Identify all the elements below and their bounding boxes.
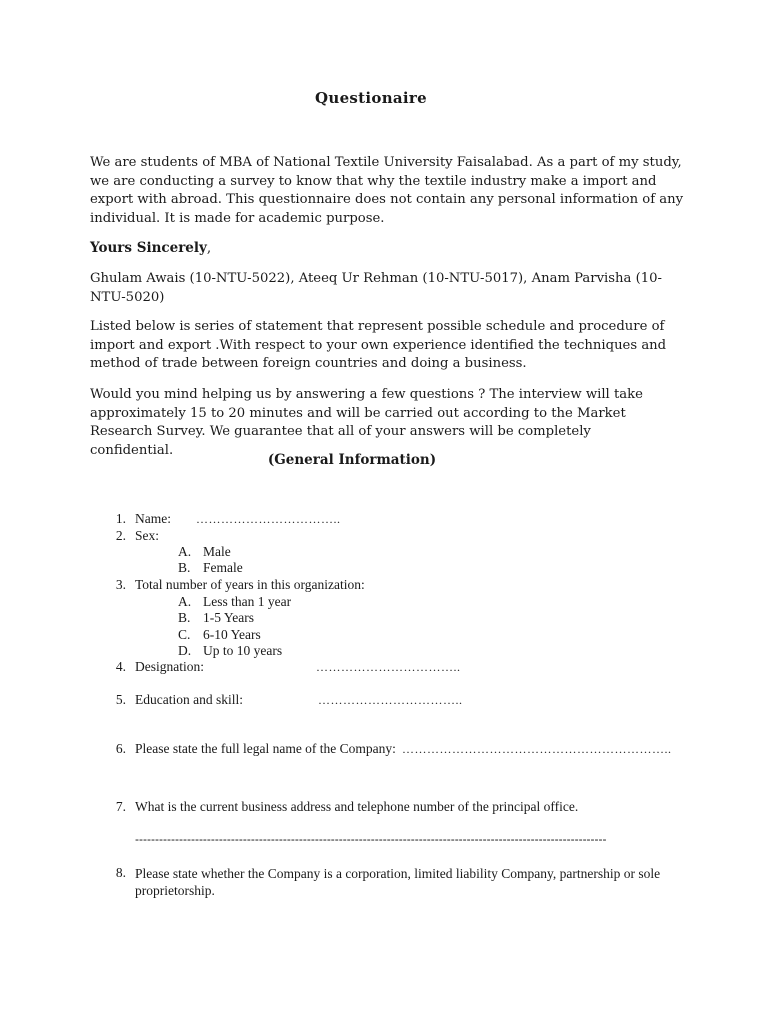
question-text: Education and skill: (135, 692, 243, 707)
answer-blank[interactable]: …………………………….. (318, 693, 463, 707)
option-letter: B. (178, 560, 191, 575)
option-less-than-1-year[interactable]: Less than 1 year (203, 594, 292, 609)
option-letter: B. (178, 610, 191, 625)
authors-line: Ghulam Awais (10-NTU-5022), Ateeq Ur Rehman (10-NTU-5017), Anam Parvisha (10-NTU-5020) (90, 271, 662, 305)
statement-paragraph: Listed below is series of statement that represent possible schedule and procedure of import and export .With respect to your own experience identified the techniques and method of trade between foreign countries and doing a business. (90, 319, 667, 371)
question-number: 2. (115, 528, 126, 543)
option-letter: A. (178, 544, 192, 559)
option-1-5-years[interactable]: 1-5 Years (203, 610, 255, 625)
question-number: 8. (115, 865, 126, 880)
option-letter: D. (178, 643, 192, 658)
answer-blank[interactable]: …………………………….. (316, 660, 461, 674)
question-text: Sex: (135, 528, 160, 543)
question-text: Please state whether the Company is a corporation, limited liability Company, partnership or sole proprietorship. (135, 866, 661, 898)
answer-blank[interactable]: ……………………………………………………….. (402, 742, 672, 756)
question-text: Name: (135, 511, 171, 526)
signoff (90, 240, 211, 256)
option-female[interactable]: Female (203, 560, 243, 575)
question-number: 5. (115, 692, 126, 707)
signoff-comma: , (206, 240, 212, 256)
section-heading: (General Information) (267, 452, 437, 468)
interview-paragraph: Would you mind helping us by answering a few questions ? The interview will take approximately 15 to 20 minutes and will be carried out according to the Market Research Survey. We guarantee that all of your answers will be completely confidential. (90, 387, 643, 458)
signoff-text: Yours Sincerely (90, 240, 207, 256)
question-text: Designation: (135, 659, 204, 674)
question-number: 4. (115, 659, 126, 674)
option-letter: A. (178, 594, 192, 609)
option-letter: C. (178, 627, 191, 642)
question-text: Total number of years in this organization: (135, 577, 365, 592)
question-number: 6. (115, 741, 126, 756)
option-male[interactable]: Male (203, 544, 231, 559)
document-title: Questionaire (315, 89, 427, 107)
question-number: 3. (115, 577, 126, 592)
intro-paragraph: We are students of MBA of National Textile University Faisalabad. As a part of my study, we are conducting a survey to know that why the textile industry make a import and export with abroad. This questionnaire does not contain any personal information of any individual. It is made for academic purpose. (90, 155, 684, 226)
answer-blank[interactable]: …………………………….. (196, 512, 341, 526)
question-number: 7. (115, 799, 126, 814)
option-6-10-years[interactable]: 6-10 Years (203, 627, 261, 642)
question-text: What is the current business address and telephone number of the principal office. (135, 799, 579, 814)
question-text: Please state the full legal name of the Company: (135, 741, 396, 756)
option-up-to-10-years[interactable]: Up to 10 years (203, 643, 283, 658)
answer-line[interactable]: ---------------------------------------------------------------------------------------------------------------------- (135, 832, 607, 846)
question-number: 1. (115, 511, 126, 526)
